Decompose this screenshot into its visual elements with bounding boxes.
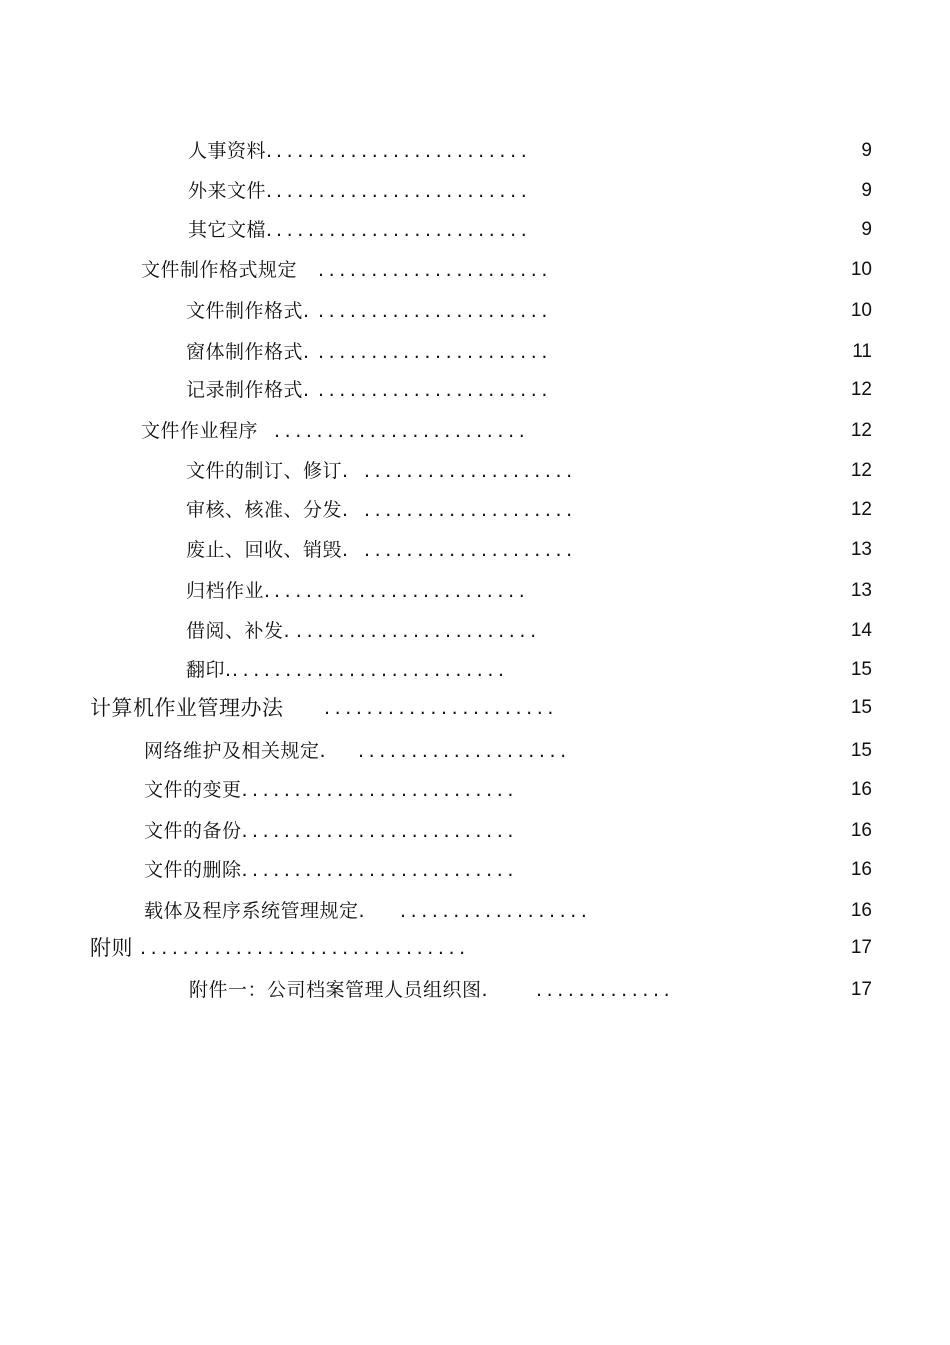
toc-dot-leader: .................... [364, 460, 577, 482]
toc-page-number: 10 [850, 300, 872, 321]
toc-page-number: 11 [852, 341, 872, 362]
toc-entry[interactable] [0, 136, 950, 166]
toc-entry-title: 载体及程序系统管理规定. [144, 900, 366, 922]
toc-page-number: 17 [850, 979, 872, 1000]
toc-entry-title: 附则 [90, 936, 133, 960]
toc-dot-leader: .................... [358, 740, 571, 762]
toc-dot-leader: .................. [400, 900, 592, 922]
toc-entry[interactable] [0, 215, 950, 245]
toc-page-number: 15 [850, 697, 872, 718]
toc-dot-leader: ...................... [318, 379, 553, 401]
toc-entry[interactable] [0, 416, 950, 446]
toc-entry[interactable] [0, 255, 950, 285]
toc-entry-title: 附件一：公司档案管理人员组织图. [189, 979, 489, 1001]
toc-entry[interactable] [0, 456, 950, 486]
toc-page-number: 13 [850, 580, 872, 601]
toc-entry-title: 文件作业程序 [141, 420, 259, 442]
toc-entry[interactable] [0, 296, 950, 326]
toc-dot-leader: ...................... [318, 259, 553, 281]
toc-page-number: 12 [850, 379, 872, 400]
toc-page-number: 17 [850, 937, 872, 958]
toc-entry-title: 人事资料. [188, 140, 273, 162]
toc-entry-title: 借阅、补发. [186, 620, 291, 642]
toc-dot-leader: ........................ [276, 180, 532, 202]
toc-entry[interactable] [0, 655, 950, 685]
toc-dot-leader: ......................... [252, 820, 518, 842]
toc-entry-title: 文件的删除. [144, 859, 249, 881]
toc-entry-title: 归档作业. [186, 580, 271, 602]
toc-dot-leader: .................... [364, 539, 577, 561]
toc-dot-leader: ........................ [276, 219, 532, 241]
toc-page-number: 9 [861, 140, 872, 161]
toc-page-number: 15 [850, 659, 872, 680]
toc-entry-title: 文件制作格式规定 [141, 259, 298, 281]
toc-entry[interactable] [0, 337, 950, 367]
toc-dot-leader: ....................... [296, 620, 541, 642]
toc-dot-leader: ...................... [318, 300, 553, 322]
toc-entry-title: 记录制作格式. [186, 379, 310, 401]
toc-page-number: 15 [850, 740, 872, 761]
toc-entry-title: 窗体制作格式. [186, 341, 310, 363]
toc-entry-title: 文件的变更. [144, 779, 249, 801]
toc-entry[interactable] [0, 495, 950, 525]
toc-entry[interactable] [0, 975, 950, 1005]
toc-entry-title: 审核、核准、分发. [186, 499, 349, 521]
toc-entry[interactable] [0, 616, 950, 646]
toc-entry[interactable] [0, 855, 950, 885]
toc-dot-leader: ......................... [252, 859, 518, 881]
toc-dot-leader: ...................... [324, 697, 559, 719]
toc-page-number: 10 [850, 259, 872, 280]
toc-entry[interactable] [0, 576, 950, 606]
toc-entry[interactable] [0, 775, 950, 805]
toc-dot-leader: ......................... [252, 779, 518, 801]
toc-page-number: 14 [850, 620, 872, 641]
toc-entry-title: 文件的备份. [144, 820, 249, 842]
toc-page-number: 16 [850, 900, 872, 921]
toc-page-number: 9 [861, 219, 872, 240]
toc-entry-title: 网络维护及相关规定. [144, 740, 327, 762]
toc-dot-leader: ........................ [274, 580, 530, 602]
toc-entry-title: 文件的制订、修订. [186, 460, 349, 482]
toc-page-number: 12 [850, 420, 872, 441]
toc-entry[interactable] [0, 933, 950, 963]
toc-entry[interactable] [0, 816, 950, 846]
toc-dot-leader: ........................ [276, 140, 532, 162]
toc-page-number: 16 [850, 859, 872, 880]
toc-page-number: 13 [850, 539, 872, 560]
toc-entry[interactable] [0, 375, 950, 405]
toc-entry[interactable] [0, 693, 950, 723]
toc-entry[interactable] [0, 176, 950, 206]
toc-page-number: 16 [850, 820, 872, 841]
toc-entry[interactable] [0, 896, 950, 926]
toc-dot-leader: .......................... [232, 659, 509, 681]
toc-dot-leader: ............. [536, 979, 675, 1001]
toc-page-number: 12 [850, 460, 872, 481]
toc-dot-leader: ............................... [140, 937, 470, 959]
toc-dot-leader: ...................... [318, 341, 553, 363]
toc-entry-title: 废止、回收、销毁. [186, 539, 349, 561]
toc-page-number: 16 [850, 779, 872, 800]
toc-entry-title: 其它文檔. [188, 219, 273, 241]
toc-entry[interactable] [0, 736, 950, 766]
toc-entry-title: 文件制作格式. [186, 300, 310, 322]
toc-entry[interactable] [0, 535, 950, 565]
toc-dot-leader: ........................ [274, 420, 530, 442]
toc-dot-leader: .................... [364, 499, 577, 521]
toc-entry-title: 计算机作业管理办法 [90, 696, 284, 720]
toc-page-number: 12 [850, 499, 872, 520]
toc-page-number: 9 [861, 180, 872, 201]
toc-entry-title: 外来文件. [188, 180, 273, 202]
toc-entry-title: 翻印. [186, 659, 232, 681]
